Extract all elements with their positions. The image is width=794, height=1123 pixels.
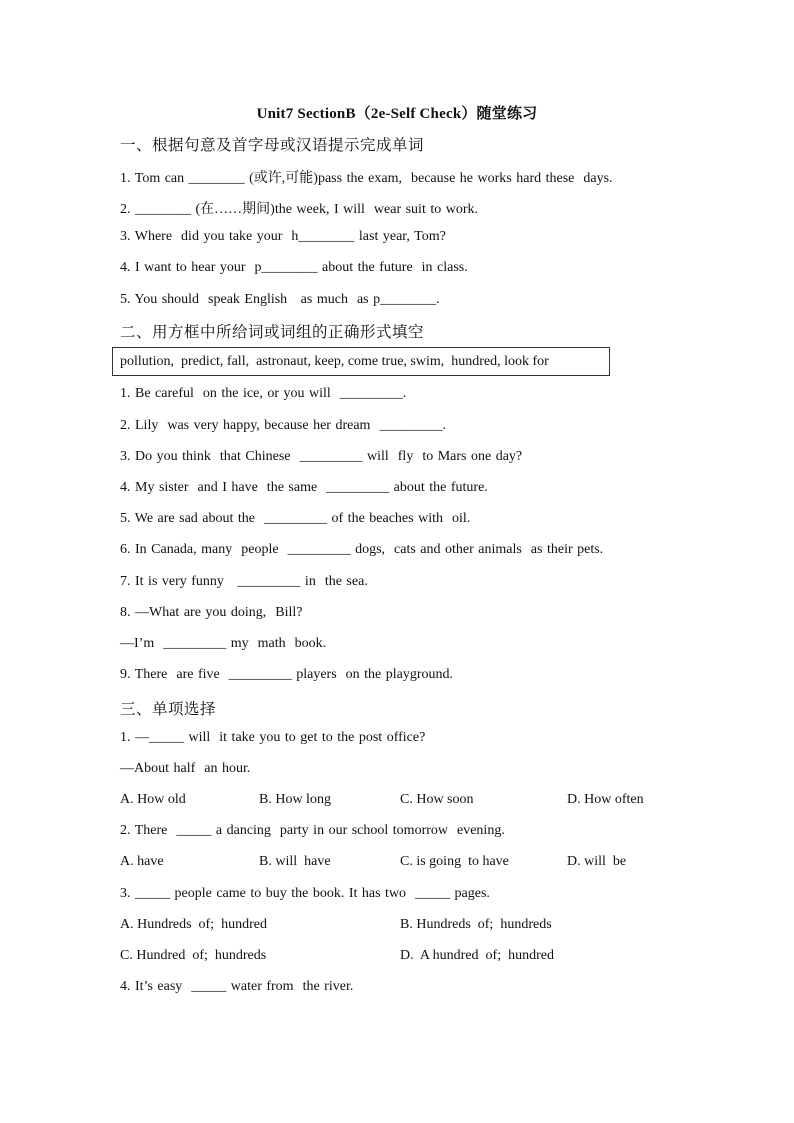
s2-item-8-question: 8. —What are you doing, Bill? [120, 605, 303, 620]
q1-option-c: C. How soon [400, 792, 474, 807]
s1-item-3: 3. Where did you take your h________ last year, Tom? [120, 229, 446, 244]
q1-answer-line: —About half an hour. [120, 761, 251, 776]
word-bank-box [112, 347, 610, 376]
q1-stem: 1. —_____ will it take you to get to the post office? [120, 730, 426, 745]
q3-option-d: D. A hundred of; hundred [400, 948, 554, 963]
s2-item-4: 4. My sister and I have the same _________ about the future. [120, 480, 488, 495]
s1-item-2: 2. ________ (在……期间)the week, I will wear suit to work. [120, 202, 478, 217]
q3-stem: 3. _____ people came to buy the book. It has two _____ pages. [120, 886, 490, 901]
q2-option-d: D. will be [567, 854, 627, 869]
s2-item-3: 3. Do you think that Chinese _________ will fly to Mars one day? [120, 449, 523, 464]
q4-stem: 4. It’s easy _____ water from the river. [120, 979, 354, 994]
q2-option-a: A. have [120, 854, 164, 869]
s2-item-5: 5. We are sad about the _________ of the beaches with oil. [120, 511, 471, 526]
q1-option-d: D. How often [567, 792, 644, 807]
section-2-heading: 二、用方框中所给词或词组的正确形式填空 [120, 323, 425, 341]
s2-item-2: 2. Lily was very happy, because her dream _________. [120, 418, 446, 433]
section-3-heading: 三、单项选择 [120, 700, 217, 718]
word-bank-text: pollution, predict, fall, astronaut, keep, come true, swim, hundred, look for [120, 354, 549, 369]
q2-option-b: B. will have [259, 854, 331, 869]
s1-item-1: 1. Tom can ________ (或许,可能)pass the exam, because he works hard these days. [120, 171, 613, 186]
s2-item-1: 1. Be careful on the ice, or you will _________. [120, 386, 407, 401]
page-title: Unit7 SectionB（2e-Self Check）随堂练习 [256, 106, 538, 122]
s2-item-6: 6. In Canada, many people _________ dogs, cats and other animals as their pets. [120, 542, 604, 557]
s2-item-7: 7. It is very funny _________ in the sea. [120, 574, 368, 589]
s1-item-4: 4. I want to hear your p________ about the future in class. [120, 260, 468, 275]
q1-option-b: B. How long [259, 792, 331, 807]
s2-item-9: 9. There are five _________ players on the playground. [120, 667, 454, 682]
s2-item-8-answer: —I’m _________ my math book. [120, 636, 327, 651]
section-1-heading: 一、根据句意及首字母或汉语提示完成单词 [120, 136, 425, 154]
s1-item-5: 5. You should speak English as much as p________. [120, 292, 440, 307]
q2-option-c: C. is going to have [400, 854, 509, 869]
q1-option-a: A. How old [120, 792, 186, 807]
q3-option-a: A. Hundreds of; hundred [120, 917, 267, 932]
q3-option-b: B. Hundreds of; hundreds [400, 917, 552, 932]
q3-option-c: C. Hundred of; hundreds [120, 948, 267, 963]
q2-stem: 2. There _____ a dancing party in our school tomorrow evening. [120, 823, 505, 838]
